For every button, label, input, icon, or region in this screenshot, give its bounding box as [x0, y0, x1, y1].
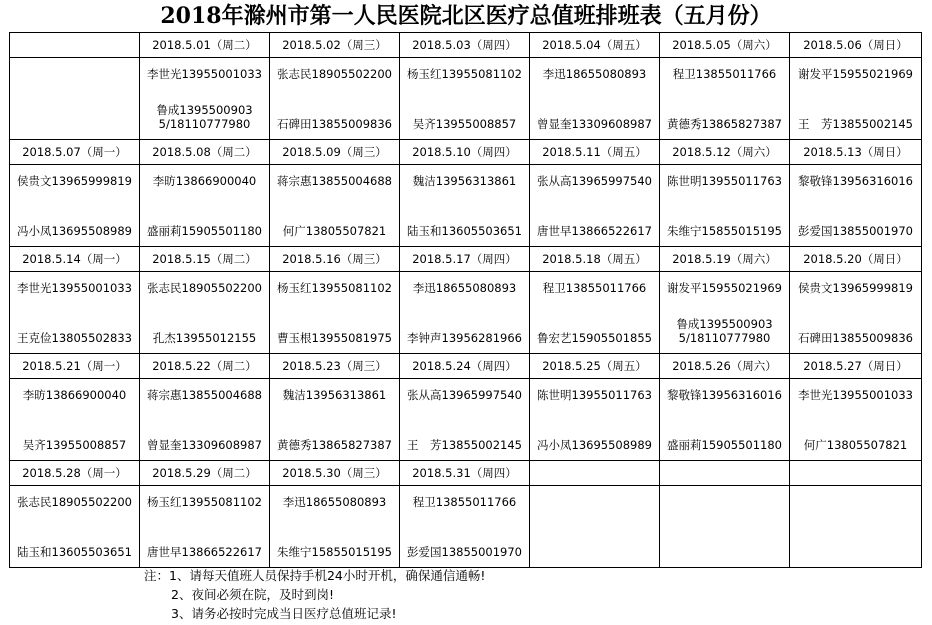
- staff-entry: 张从高13965997540: [407, 387, 522, 402]
- duty-row: [10, 486, 922, 568]
- staff-entry: 李昉13866900040: [152, 173, 257, 188]
- empty-cell: [10, 58, 140, 140]
- note-line-1: 注：1、请每天值班人员保持手机24小时开机，确保通信通畅!: [144, 568, 486, 583]
- date-row: [10, 247, 922, 272]
- duty-cell: [140, 165, 270, 247]
- date-cell: 2018.5.21（周一）: [10, 354, 140, 379]
- duty-cell: [270, 272, 400, 354]
- staff-entry: 鲁成13955009035/18110777980: [676, 316, 773, 345]
- date-cell: 2018.5.15（周二）: [140, 247, 270, 272]
- date-row: [10, 354, 922, 379]
- staff-entry: 陈世明13955011763: [667, 173, 782, 188]
- duty-cell: [530, 58, 660, 140]
- empty-cell: [660, 461, 790, 486]
- duty-people: [10, 491, 139, 563]
- staff-entry: 王克俭13805502833: [17, 330, 132, 345]
- staff-entry: 张从高13965997540: [537, 173, 652, 188]
- staff-entry: 王 芳13855002145: [798, 116, 913, 131]
- empty-cell: [790, 486, 922, 568]
- staff-entry: 曾显奎13309608987: [537, 116, 652, 131]
- date-cell: 2018.5.27（周日）: [790, 354, 922, 379]
- empty-cell: [530, 461, 660, 486]
- staff-entry: 李昉13866900040: [22, 387, 127, 402]
- staff-entry: 谢发平15955021969: [667, 280, 782, 295]
- duty-cell: [790, 165, 922, 247]
- duty-people: [270, 491, 399, 563]
- date-cell: 2018.5.19（周六）: [660, 247, 790, 272]
- duty-cell: [10, 379, 140, 461]
- staff-entry: 鲁宏艺15905501855: [537, 330, 652, 345]
- date-cell: 2018.5.03（周四）: [400, 33, 530, 58]
- staff-entry: 朱维宁15855015195: [277, 544, 392, 559]
- duty-cell: [140, 272, 270, 354]
- note-line-2: 2、夜间必须在院，及时到岗!: [171, 587, 334, 602]
- staff-entry: 李世光13955001033: [17, 280, 132, 295]
- staff-entry: 何广13805507821: [282, 223, 387, 238]
- date-cell: 2018.5.20（周日）: [790, 247, 922, 272]
- duty-people: [400, 63, 529, 135]
- staff-entry: 程卫13855011766: [412, 494, 517, 509]
- date-row: [10, 461, 922, 486]
- duty-cell: [140, 379, 270, 461]
- duty-people: [530, 384, 659, 456]
- duty-people: [400, 384, 529, 456]
- date-cell: 2018.5.10（周四）: [400, 140, 530, 165]
- staff-entry: 魏洁13956313861: [412, 173, 517, 188]
- duty-cell: [140, 58, 270, 140]
- date-cell: 2018.5.08（周二）: [140, 140, 270, 165]
- staff-entry: 鲁成13955009035/18110777980: [156, 102, 253, 131]
- staff-entry: 吴齐13955008857: [22, 437, 127, 452]
- duty-people: [10, 277, 139, 349]
- duty-people: [400, 277, 529, 349]
- staff-entry: 李迅18655080893: [412, 280, 517, 295]
- date-cell: 2018.5.11（周五）: [530, 140, 660, 165]
- date-cell: 2018.5.01（周二）: [140, 33, 270, 58]
- duty-people: [790, 384, 921, 456]
- date-cell: 2018.5.26（周六）: [660, 354, 790, 379]
- duty-people: [270, 170, 399, 242]
- date-cell: 2018.5.02（周三）: [270, 33, 400, 58]
- staff-entry: 陆玉和13605503651: [407, 223, 522, 238]
- staff-entry: 程卫13855011766: [542, 280, 647, 295]
- staff-entry: 程卫13855011766: [672, 66, 777, 81]
- staff-entry: 王 芳13855002145: [407, 437, 522, 452]
- staff-entry: 孔杰13955012155: [152, 330, 257, 345]
- date-cell: 2018.5.24（周四）: [400, 354, 530, 379]
- staff-entry: 朱维宁15855015195: [667, 223, 782, 238]
- duty-cell: [790, 272, 922, 354]
- staff-entry: 杨玉红13955081102: [277, 280, 392, 295]
- duty-cell: [530, 379, 660, 461]
- duty-cell: [10, 165, 140, 247]
- staff-entry: 张志民18905502200: [147, 280, 262, 295]
- staff-entry: 侯贵文13965999819: [17, 173, 132, 188]
- duty-cell: [530, 272, 660, 354]
- duty-people: [400, 491, 529, 563]
- duty-people: [140, 491, 269, 563]
- duty-row: [10, 58, 922, 140]
- date-cell: 2018.5.23（周三）: [270, 354, 400, 379]
- staff-entry: 侯贵文13965999819: [798, 280, 913, 295]
- duty-cell: [270, 58, 400, 140]
- staff-entry: 李钟声13956281966: [407, 330, 522, 345]
- staff-entry: 李迅18655080893: [282, 494, 387, 509]
- duty-people: [660, 277, 789, 349]
- duty-people: [140, 384, 269, 456]
- duty-cell: [400, 165, 530, 247]
- staff-entry: 黄德秀13865827387: [277, 437, 392, 452]
- staff-entry: 盛丽莉15905501180: [147, 223, 262, 238]
- staff-entry: 李迅18655080893: [542, 66, 647, 81]
- staff-entry: 唐世早13866522617: [537, 223, 652, 238]
- duty-cell: [790, 58, 922, 140]
- duty-people: [10, 384, 139, 456]
- date-row: [10, 33, 922, 58]
- duty-cell: [10, 272, 140, 354]
- duty-people: [400, 170, 529, 242]
- page-title: 2018年滁州市第一人民医院北区医疗总值班排班表（五月份）: [160, 3, 772, 29]
- duty-row: [10, 165, 922, 247]
- date-cell: 2018.5.12（周六）: [660, 140, 790, 165]
- empty-cell: [660, 486, 790, 568]
- duty-people: [660, 384, 789, 456]
- date-cell: 2018.5.22（周二）: [140, 354, 270, 379]
- duty-people: [140, 170, 269, 242]
- staff-entry: 陆玉和13605503651: [17, 544, 132, 559]
- date-cell: 2018.5.09（周三）: [270, 140, 400, 165]
- duty-row: [10, 272, 922, 354]
- staff-entry: 石碑田13855009836: [277, 116, 392, 131]
- date-cell: 2018.5.17（周四）: [400, 247, 530, 272]
- empty-cell: [10, 33, 140, 58]
- staff-entry: 冯小凤13695508989: [537, 437, 652, 452]
- date-cell: 2018.5.13（周日）: [790, 140, 922, 165]
- staff-entry: 盛丽莉15905501180: [667, 437, 782, 452]
- duty-people: [790, 170, 921, 242]
- duty-people: [790, 63, 921, 135]
- duty-cell: [660, 165, 790, 247]
- staff-entry: 黄德秀13865827387: [667, 116, 782, 131]
- duty-cell: [660, 272, 790, 354]
- staff-entry: 陈世明13955011763: [537, 387, 652, 402]
- duty-cell: [400, 379, 530, 461]
- duty-cell: [270, 486, 400, 568]
- duty-people: [530, 63, 659, 135]
- staff-entry: 彭爱国13855001970: [798, 223, 913, 238]
- staff-entry: 冯小凤13695508989: [17, 223, 132, 238]
- staff-entry: 蒋宗惠13855004688: [277, 173, 392, 188]
- staff-entry: 黎敬锋13956316016: [667, 387, 782, 402]
- date-cell: 2018.5.30（周三）: [270, 461, 400, 486]
- duty-people: [660, 170, 789, 242]
- duty-cell: [790, 379, 922, 461]
- duty-people: [530, 170, 659, 242]
- staff-entry: 曾显奎13309608987: [147, 437, 262, 452]
- date-cell: 2018.5.25（周五）: [530, 354, 660, 379]
- staff-entry: 吴齐13955008857: [412, 116, 517, 131]
- staff-entry: 魏洁13956313861: [282, 387, 387, 402]
- note-line-3: 3、请务必按时完成当日医疗总值班记录!: [171, 606, 397, 621]
- staff-entry: 杨玉红13955081102: [407, 66, 522, 81]
- staff-entry: 曹玉根13955081975: [277, 330, 392, 345]
- empty-cell: [530, 486, 660, 568]
- duty-people: [270, 384, 399, 456]
- duty-cell: [10, 486, 140, 568]
- staff-entry: 张志民18905502200: [17, 494, 132, 509]
- staff-entry: 李世光13955001033: [147, 66, 262, 81]
- date-row: [10, 140, 922, 165]
- duty-cell: [400, 486, 530, 568]
- duty-people: [270, 63, 399, 135]
- duty-cell: [270, 165, 400, 247]
- duty-people: [790, 277, 921, 349]
- date-cell: 2018.5.06（周日）: [790, 33, 922, 58]
- staff-entry: 何广13805507821: [803, 437, 908, 452]
- empty-cell: [790, 461, 922, 486]
- staff-entry: 石碑田13855009836: [798, 330, 913, 345]
- date-cell: 2018.5.29（周二）: [140, 461, 270, 486]
- date-cell: 2018.5.28（周一）: [10, 461, 140, 486]
- date-cell: 2018.5.07（周一）: [10, 140, 140, 165]
- duty-cell: [400, 58, 530, 140]
- staff-entry: 蒋宗惠13855004688: [147, 387, 262, 402]
- duty-people: [660, 63, 789, 135]
- duty-cell: [400, 272, 530, 354]
- duty-roster-table: [9, 32, 922, 568]
- duty-cell: [530, 165, 660, 247]
- duty-cell: [660, 58, 790, 140]
- duty-cell: [140, 486, 270, 568]
- duty-people: [140, 277, 269, 349]
- duty-people: [140, 63, 269, 135]
- duty-cell: [660, 379, 790, 461]
- date-cell: 2018.5.18（周五）: [530, 247, 660, 272]
- staff-entry: 唐世早13866522617: [147, 544, 262, 559]
- duty-people: [270, 277, 399, 349]
- date-cell: 2018.5.04（周五）: [530, 33, 660, 58]
- duty-people: [530, 277, 659, 349]
- staff-entry: 谢发平15955021969: [798, 66, 913, 81]
- date-cell: 2018.5.14（周一）: [10, 247, 140, 272]
- notes-section: [144, 566, 485, 623]
- duty-cell: [270, 379, 400, 461]
- duty-row: [10, 379, 922, 461]
- staff-entry: 李世光13955001033: [798, 387, 913, 402]
- date-cell: 2018.5.16（周三）: [270, 247, 400, 272]
- staff-entry: 杨玉红13955081102: [147, 494, 262, 509]
- staff-entry: 张志民18905502200: [277, 66, 392, 81]
- staff-entry: 黎敬锋13956316016: [798, 173, 913, 188]
- staff-entry: 彭爱国13855001970: [407, 544, 522, 559]
- duty-people: [10, 170, 139, 242]
- date-cell: 2018.5.31（周四）: [400, 461, 530, 486]
- date-cell: 2018.5.05（周六）: [660, 33, 790, 58]
